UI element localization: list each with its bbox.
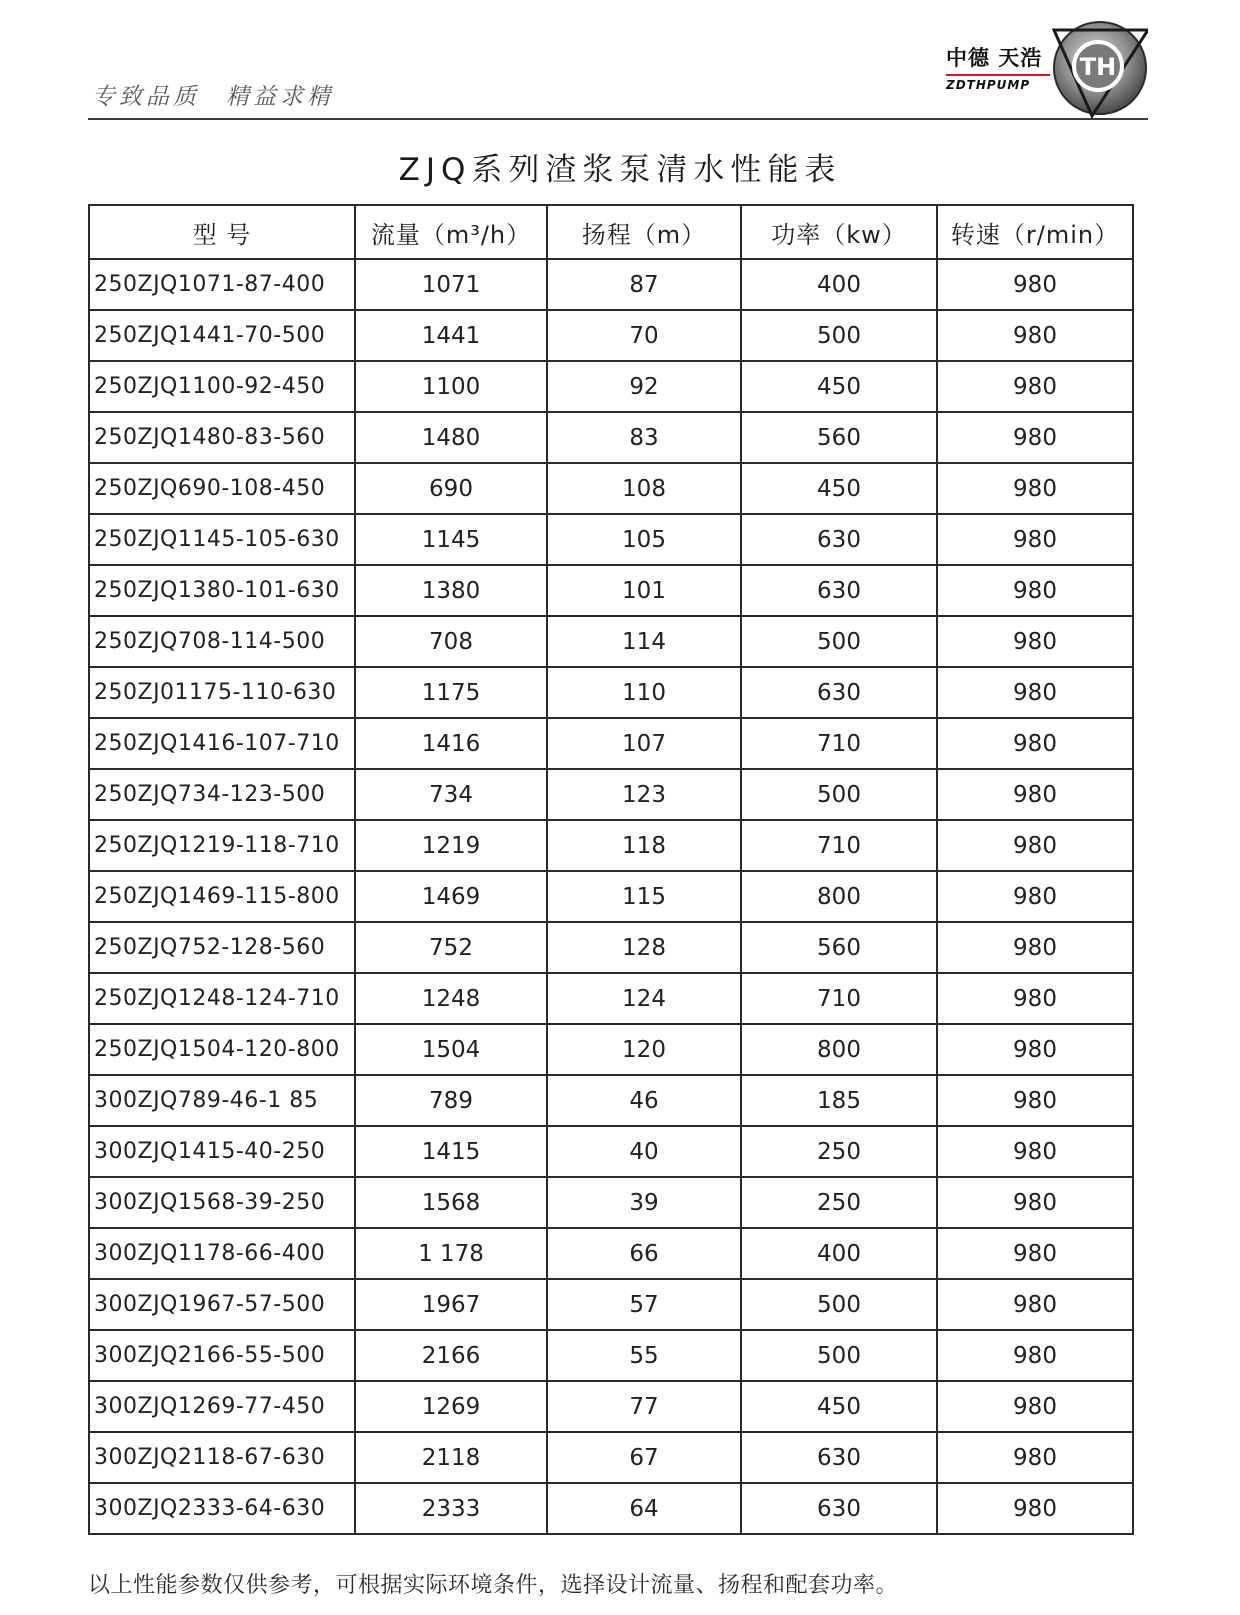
cell-model: 250ZJQ1480-83-560 [89, 412, 355, 463]
cell-speed: 980 [937, 361, 1133, 412]
header-flow: 流量（m³/h） [355, 205, 547, 259]
table-row [89, 412, 1133, 463]
cell-flow: 1100 [355, 361, 547, 412]
cell-head: 77 [547, 1381, 741, 1432]
table-row [89, 1024, 1133, 1075]
cell-head: 87 [547, 259, 741, 310]
cell-head: 39 [547, 1177, 741, 1228]
cell-head: 123 [547, 769, 741, 820]
cell-power: 250 [741, 1177, 937, 1228]
cell-model: 250ZJQ1100-92-450 [89, 361, 355, 412]
performance-table [88, 204, 1134, 1535]
table-row [89, 259, 1133, 310]
table-row [89, 565, 1133, 616]
cell-model: 250ZJ01175-110-630 [89, 667, 355, 718]
cell-power: 250 [741, 1126, 937, 1177]
cell-head: 118 [547, 820, 741, 871]
cell-speed: 980 [937, 1228, 1133, 1279]
cell-speed: 980 [937, 820, 1133, 871]
cell-head: 115 [547, 871, 741, 922]
cell-power: 710 [741, 973, 937, 1024]
cell-head: 40 [547, 1126, 741, 1177]
table-row [89, 820, 1133, 871]
brand-underline [946, 74, 1050, 76]
cell-power: 400 [741, 259, 937, 310]
cell-flow: 734 [355, 769, 547, 820]
cell-power: 630 [741, 565, 937, 616]
cell-flow: 1219 [355, 820, 547, 871]
cell-model: 250ZJQ1219-118-710 [89, 820, 355, 871]
cell-flow: 1480 [355, 412, 547, 463]
cell-speed: 980 [937, 718, 1133, 769]
cell-speed: 980 [937, 1075, 1133, 1126]
cell-flow: 1175 [355, 667, 547, 718]
table-row [89, 769, 1133, 820]
table-row [89, 973, 1133, 1024]
cell-model: 250ZJQ752-128-560 [89, 922, 355, 973]
table-row [89, 616, 1133, 667]
cell-model: 300ZJQ1178-66-400 [89, 1228, 355, 1279]
cell-head: 92 [547, 361, 741, 412]
cell-flow: 2118 [355, 1432, 547, 1483]
cell-power: 400 [741, 1228, 937, 1279]
cell-flow: 1145 [355, 514, 547, 565]
company-logo-icon [1044, 16, 1148, 120]
cell-speed: 980 [937, 1126, 1133, 1177]
cell-speed: 980 [937, 616, 1133, 667]
cell-model: 250ZJQ1145-105-630 [89, 514, 355, 565]
cell-head: 46 [547, 1075, 741, 1126]
table-row [89, 361, 1133, 412]
cell-flow: 752 [355, 922, 547, 973]
cell-model: 250ZJQ1071-87-400 [89, 259, 355, 310]
cell-power: 450 [741, 361, 937, 412]
table-row [89, 667, 1133, 718]
brand-wordmark [946, 42, 1056, 92]
cell-model: 250ZJQ1248-124-710 [89, 973, 355, 1024]
cell-flow: 1568 [355, 1177, 547, 1228]
cell-speed: 980 [937, 1279, 1133, 1330]
cell-head: 55 [547, 1330, 741, 1381]
cell-speed: 980 [937, 412, 1133, 463]
cell-model: 300ZJQ1967-57-500 [89, 1279, 355, 1330]
cell-model: 300ZJQ2333-64-630 [89, 1483, 355, 1534]
cell-power: 500 [741, 1330, 937, 1381]
cell-speed: 980 [937, 1483, 1133, 1534]
table-row [89, 1126, 1133, 1177]
table-row [89, 1483, 1133, 1534]
cell-speed: 980 [937, 1330, 1133, 1381]
cell-speed: 980 [937, 667, 1133, 718]
cell-head: 120 [547, 1024, 741, 1075]
cell-head: 110 [547, 667, 741, 718]
cell-power: 710 [741, 718, 937, 769]
cell-speed: 980 [937, 1432, 1133, 1483]
table-row [89, 1177, 1133, 1228]
cell-model: 250ZJQ708-114-500 [89, 616, 355, 667]
logo-lettering: TH [1079, 53, 1117, 81]
cell-model: 250ZJQ1504-120-800 [89, 1024, 355, 1075]
cell-speed: 980 [937, 769, 1133, 820]
header-model: 型 号 [89, 205, 355, 259]
cell-speed: 980 [937, 514, 1133, 565]
cell-head: 66 [547, 1228, 741, 1279]
table-row [89, 871, 1133, 922]
brand-name-cn: 中德 天浩 [946, 46, 1043, 70]
table-row [89, 310, 1133, 361]
cell-head: 67 [547, 1432, 741, 1483]
page-title: ZJQ系列渣浆泵清水性能表 [398, 152, 842, 188]
cell-model: 300ZJQ2166-55-500 [89, 1330, 355, 1381]
cell-flow: 1 178 [355, 1228, 547, 1279]
table-row [89, 1228, 1133, 1279]
cell-speed: 980 [937, 1024, 1133, 1075]
cell-flow: 1269 [355, 1381, 547, 1432]
cell-flow: 1504 [355, 1024, 547, 1075]
cell-power: 500 [741, 616, 937, 667]
cell-speed: 980 [937, 922, 1133, 973]
table-row [89, 1330, 1133, 1381]
slogan-part-2: 精益求精 [226, 84, 334, 110]
cell-power: 500 [741, 1279, 937, 1330]
cell-head: 83 [547, 412, 741, 463]
table-row [89, 1279, 1133, 1330]
cell-flow: 1248 [355, 973, 547, 1024]
table-row [89, 1075, 1133, 1126]
cell-model: 300ZJQ2118-67-630 [89, 1432, 355, 1483]
cell-model: 300ZJQ1269-77-450 [89, 1381, 355, 1432]
header-head: 扬程（m） [547, 205, 741, 259]
cell-head: 101 [547, 565, 741, 616]
cell-power: 630 [741, 514, 937, 565]
table-row [89, 1432, 1133, 1483]
header-speed: 转速（r/min） [937, 205, 1133, 259]
cell-model: 250ZJQ1441-70-500 [89, 310, 355, 361]
cell-flow: 1415 [355, 1126, 547, 1177]
cell-flow: 2166 [355, 1330, 547, 1381]
cell-power: 710 [741, 820, 937, 871]
slogan-part-1: 专致品质 [92, 84, 200, 110]
cell-head: 114 [547, 616, 741, 667]
cell-flow: 1416 [355, 718, 547, 769]
cell-speed: 980 [937, 565, 1133, 616]
cell-power: 630 [741, 1432, 937, 1483]
table-row [89, 922, 1133, 973]
cell-model: 250ZJQ734-123-500 [89, 769, 355, 820]
cell-flow: 1469 [355, 871, 547, 922]
header-divider [88, 118, 1148, 120]
slogan [92, 78, 334, 111]
table-header-row [89, 205, 1133, 259]
cell-speed: 980 [937, 259, 1133, 310]
cell-power: 630 [741, 1483, 937, 1534]
cell-flow: 1380 [355, 565, 547, 616]
table-row [89, 514, 1133, 565]
cell-speed: 980 [937, 1177, 1133, 1228]
cell-head: 105 [547, 514, 741, 565]
table-body [89, 259, 1133, 1534]
cell-flow: 1071 [355, 259, 547, 310]
cell-speed: 980 [937, 310, 1133, 361]
cell-flow: 690 [355, 463, 547, 514]
cell-flow: 1967 [355, 1279, 547, 1330]
cell-power: 630 [741, 667, 937, 718]
cell-power: 450 [741, 1381, 937, 1432]
cell-head: 70 [547, 310, 741, 361]
cell-head: 64 [547, 1483, 741, 1534]
table-row [89, 718, 1133, 769]
cell-flow: 708 [355, 616, 547, 667]
cell-power: 800 [741, 871, 937, 922]
cell-speed: 980 [937, 973, 1133, 1024]
cell-model: 250ZJQ1380-101-630 [89, 565, 355, 616]
cell-power: 560 [741, 922, 937, 973]
footnote: 以上性能参数仅供参考，可根据实际环境条件，选择设计流量、扬程和配套功率。 [88, 1573, 899, 1598]
cell-model: 300ZJQ1415-40-250 [89, 1126, 355, 1177]
cell-head: 57 [547, 1279, 741, 1330]
cell-power: 185 [741, 1075, 937, 1126]
cell-model: 250ZJQ690-108-450 [89, 463, 355, 514]
cell-model: 300ZJQ1568-39-250 [89, 1177, 355, 1228]
cell-flow: 2333 [355, 1483, 547, 1534]
table-row [89, 463, 1133, 514]
cell-flow: 1441 [355, 310, 547, 361]
cell-speed: 980 [937, 1381, 1133, 1432]
cell-model: 300ZJQ789-46-1 85 [89, 1075, 355, 1126]
cell-model: 250ZJQ1469-115-800 [89, 871, 355, 922]
cell-speed: 980 [937, 463, 1133, 514]
table-row [89, 1381, 1133, 1432]
cell-head: 107 [547, 718, 741, 769]
cell-speed: 980 [937, 871, 1133, 922]
cell-power: 500 [741, 310, 937, 361]
cell-model: 250ZJQ1416-107-710 [89, 718, 355, 769]
header-power: 功率（kw） [741, 205, 937, 259]
cell-power: 800 [741, 1024, 937, 1075]
cell-power: 450 [741, 463, 937, 514]
cell-power: 560 [741, 412, 937, 463]
cell-head: 128 [547, 922, 741, 973]
cell-power: 500 [741, 769, 937, 820]
brand-name-en: ZDTHPUMP [946, 78, 1031, 92]
cell-head: 108 [547, 463, 741, 514]
cell-head: 124 [547, 973, 741, 1024]
cell-flow: 789 [355, 1075, 547, 1126]
